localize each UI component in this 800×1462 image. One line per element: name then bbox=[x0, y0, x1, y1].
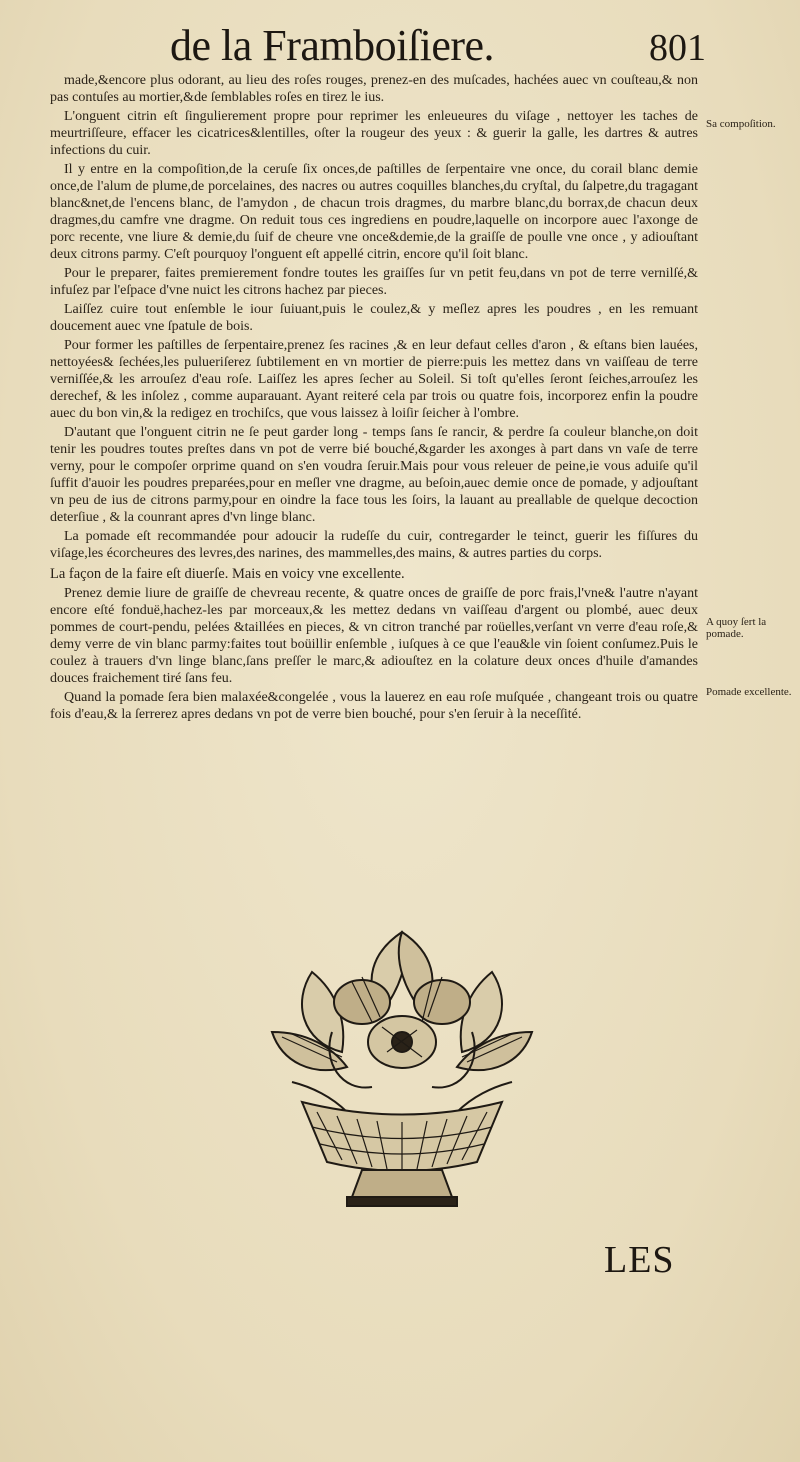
paragraph-2: L'onguent citrin eſt ſingulierement propre pour reprimer les enleueures du viſage , nettoyer les taches de meurtriſſeure, effacer les cicatrices&lentilles, oſter la rougeur des yeux : & guerir la galle, les dartres & autres infections du cuir. bbox=[50, 109, 698, 158]
running-head bbox=[170, 20, 706, 70]
running-title: de la Framboiſiere. bbox=[170, 21, 495, 70]
paragraph-4: Pour le preparer, faites premierement fondre toutes les graiſſes ſur vn petit feu,dans vn pot de terre vernilſé,& infuſez par l'eſpace d'vne nuict les citrons hachez par pieces. bbox=[50, 266, 698, 298]
paragraph-5: Laiſſez cuire tout enſemble le iour ſuiuant,puis le coulez,& y meſlez apres les poudres , en les remuant doucement auec vne ſpatule de bois. bbox=[50, 302, 698, 334]
catchword: LES bbox=[604, 1239, 675, 1281]
paragraph-3: Il y entre en la compoſition,de la ceruſe ſix onces,de paſtilles de ſerpentaire vne once, du corail blanc demie once,de l'alum de plume,de porcelaines, des nacres ou autres coquilles blanches,du cryſtal, du ſalpetre,du tragagant blanc&net,de l'encens blanc, de l'amydon , de chacun trois dragmes, du marbre blanc,du borrax,de chacun deux dragmes,du camfre vne dragme. On reduit tous ces ingrediens en poudre,laquelle on incorpore auec l'axonge de porc recente, vne liure & demie,du ſuif de cheure vne once&demie,de la graiſſe de poulle vne once , y adiouſtant deux citrons parmy. C'eſt pourquoy l'onguent eſt appellé citrin, encore qu'il ſoit blanc. bbox=[50, 162, 698, 262]
paragraph-6: Pour former les paſtilles de ſerpentaire,prenez ſes racines ,& en leur defaut celles d'aron , & eſtans bien lauées, nettoyées& ſechées,les pulueriſerez ſubtilement en vn mortier de pierre:puis les mettez dans vn vaiſſeau de terre verniſſée,& les arrouſez d'eau roſe. Laiſſez les apres ſecher au Soleil. Si toſt qu'elles ſeront ſeiches,arrouſez les derechef, & les inſolez , comme auparauant. Ayant reiteré cela par trois ou quatre fois, incorporez enfin la poudre auec du bon vin,& la redigez en trochiſcs, que vous laissez à loiſir ſeicher à l'ombre. bbox=[50, 338, 698, 421]
margin-note-pomade-use: A quoy ſert la pomade. bbox=[706, 616, 767, 640]
floral-vase-ornament-icon bbox=[252, 912, 552, 1212]
paragraph-10: Prenez demie liure de graiſſe de chevreau recente, & quatre onces de graiſſe de porc frais,l'vne& l'autre n'ayant encore eſté fonduë,hachez-les par morceaux,& les mettez dedans vn vaiſſeau d'argent ou plombé, auec deux pommes de court-pendu, pelées &taillées en pieces, & vn citron tranché par roüelles,verſant vn verre d'eau roſe,& demy verre de vin blanc parmy:faites tout boüillir enſemble , iuſques à ce que l'eau&le vin ſoient conſumez.Puis le coulez à trauers d'vn linge blanc,ſans preſſer le marc,& adiouſtez en la colature deux onces d'huile d'amandes douces fraichement tiré ſans feu. bbox=[50, 586, 698, 686]
paragraph-1: made,&encore plus odorant, au lieu des roſes rouges, prenez-en des muſcades, hachées auec vn couſteau,& non pas contuſes au mortier,&de ſemblables roſes en tirez le ius. bbox=[50, 73, 698, 105]
page-number: 801 bbox=[649, 27, 706, 69]
margin-note-composition: Sa compoſition. bbox=[706, 118, 776, 130]
paragraph-9: La façon de la faire eſt diuerſe. Mais en voicy vne excellente. bbox=[50, 566, 405, 582]
paragraph-7: D'autant que l'onguent citrin ne ſe peut garder long - temps ſans ſe rancir, & perdre ſa couleur blanche,on doit tenir les poudres toutes preſtes dans vn pot de verre bié bouché,&garder les axonges à part dans vn vaſe de terre verny, pour le compoſer orprime quand on s'en voudra ſeruir.Mais pour vous releuer de peine,ie vous aduiſe qu'il ſuffit d'auoir les poudres preparées,pour en meſler vne dragme, au beſoin,auec demie once de pomade, y adjouſtant vn peu de ius de citrons parmy,pour en oindre la face tous les ſoirs, la lauant au preallable de quelque decoction deterſiue , & la counrant apres d'vn linge blanc. bbox=[50, 425, 698, 525]
paragraph-11: Quand la pomade ſera bien malaxée&congelée , vous la lauerez en eau roſe muſquée , changeant trois ou quatre fois d'eau,& la ſerrerez apres dedans vn pot de verre bien bouché, pour s'en ſeruir à la neceſſité. bbox=[50, 690, 698, 722]
margin-note-excellent-pomade: Pomade excellente. bbox=[706, 686, 792, 698]
body-text bbox=[50, 72, 698, 725]
paragraph-8: La pomade eſt recommandée pour adoucir la rudeſſe du cuir, contregarder le teinct, guerir les fiſſures du viſage,les écorcheures des levres,des narines, des mammelles,des mains, & autres parties du corps. bbox=[50, 529, 698, 561]
